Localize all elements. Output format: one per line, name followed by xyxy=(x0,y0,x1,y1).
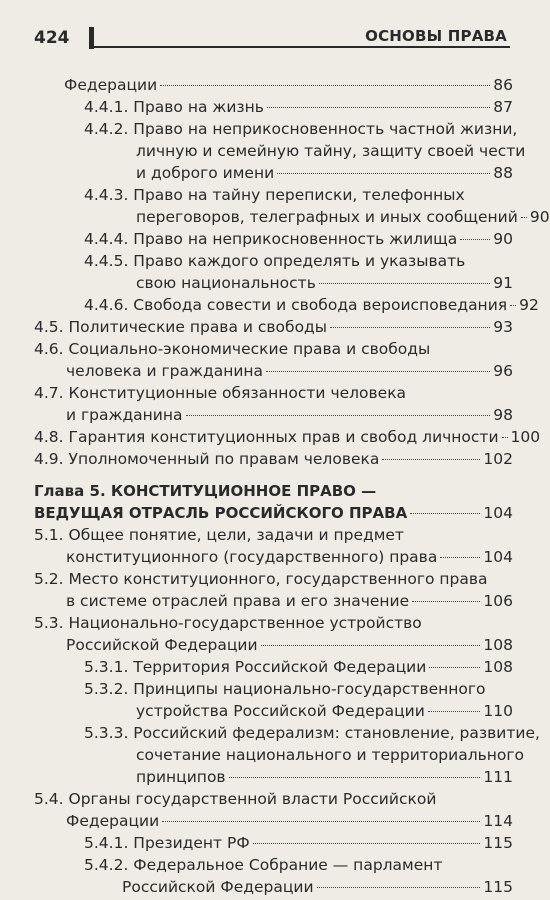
leader-dots xyxy=(330,327,490,328)
toc-entry-title: и гражданина xyxy=(66,406,183,424)
leader-dots xyxy=(160,85,490,86)
leader-dots xyxy=(186,415,491,416)
leader-dots xyxy=(429,667,480,668)
toc-page-number: 98 xyxy=(493,406,513,424)
toc-entry-line: личную и семейную тайну, защиту своей чести xyxy=(136,142,526,160)
toc-entry-title: 5.4.1. Президент РФ xyxy=(84,834,250,852)
leader-dots xyxy=(502,437,508,438)
toc-entry xyxy=(84,832,513,854)
leader-dots xyxy=(319,283,490,284)
toc-entry-title: 4.5. Политические права и свободы xyxy=(34,318,328,336)
toc-entry xyxy=(34,426,541,448)
toc-entry-line: 5.1. Общее понятие, цели, задачи и предмет xyxy=(34,526,404,544)
toc-page-number: 106 xyxy=(483,592,513,610)
toc-entry-line: Глава 5. КОНСТИТУЦИОННОЕ ПРАВО — xyxy=(34,482,377,500)
toc-page-number: 92 xyxy=(519,296,539,314)
toc-entry-line: 5.3. Национально-государственное устройство xyxy=(34,614,422,632)
toc-entry xyxy=(84,854,513,898)
leader-dots xyxy=(521,217,527,218)
header-rule xyxy=(94,46,510,48)
toc-entry-line: 5.3.2. Принципы национально-государственного xyxy=(84,680,486,698)
toc-entry-title: конституционного (государственного) права xyxy=(66,548,438,566)
toc-page-number: 93 xyxy=(493,318,513,336)
toc-entry xyxy=(34,568,513,612)
toc-entry-line: 4.7. Конституционные обязанности человека xyxy=(34,384,407,402)
toc-entry-title: 4.8. Гарантия конституционных прав и свобод личности xyxy=(34,428,499,446)
toc-entry xyxy=(64,74,513,96)
leader-dots xyxy=(162,821,480,822)
toc-page-number: 91 xyxy=(493,274,513,292)
toc-entry-title: переговоров, телеграфных и иных сообщений xyxy=(136,208,518,226)
leader-dots xyxy=(382,459,480,460)
toc-entry-line: 5.4. Органы государственной власти Российской xyxy=(34,790,437,808)
leader-dots xyxy=(428,711,481,712)
toc-entry-title: принципов xyxy=(136,768,226,786)
toc-entry-line: 4.4.5. Право каждого определять и указывать xyxy=(84,252,466,270)
toc-entry xyxy=(84,184,550,228)
toc-entry-title: Федерации xyxy=(64,76,158,94)
toc-entry-title: 4.4.1. Право на жизнь xyxy=(84,98,264,116)
toc-page-number: 104 xyxy=(483,504,513,522)
leader-dots xyxy=(277,173,490,174)
page-number: 424 xyxy=(34,28,70,48)
toc-page-number: 104 xyxy=(483,548,513,566)
toc-page-number: 115 xyxy=(483,834,513,852)
toc-page-number: 110 xyxy=(483,702,513,720)
toc-page-number: 102 xyxy=(483,450,513,468)
toc-entry-title: 4.4.6. Свобода совести и свобода вероисповедания xyxy=(84,296,508,314)
leader-dots xyxy=(229,777,481,778)
toc-page-number: 87 xyxy=(493,98,513,116)
toc-page-number: 114 xyxy=(483,812,513,830)
toc-entry-title: 4.9. Уполномоченный по правам человека xyxy=(34,450,380,468)
running-title: ОСНОВЫ ПРАВА xyxy=(365,27,507,45)
toc-entry xyxy=(34,382,513,426)
toc-entry xyxy=(34,316,513,338)
leader-dots xyxy=(510,305,516,306)
leader-dots xyxy=(267,107,490,108)
toc-entry-title: Федерации xyxy=(66,812,160,830)
toc-page-number: 90 xyxy=(529,208,550,226)
toc-entry xyxy=(84,118,526,184)
toc-entry xyxy=(34,448,513,470)
toc-entry-line: 4.6. Социально-экономические права и свободы xyxy=(34,340,431,358)
leader-dots xyxy=(253,843,481,844)
leader-dots xyxy=(317,887,481,888)
toc-entry xyxy=(84,250,513,294)
toc-page-number: 86 xyxy=(493,76,513,94)
leader-dots xyxy=(261,645,481,646)
toc-page-number: 111 xyxy=(483,768,513,786)
toc-entry-title: в системе отраслей права и его значение xyxy=(66,592,410,610)
toc-entry-line: 5.3.3. Российский федерализм: становление, развитие, xyxy=(84,724,540,742)
toc-page-number: 88 xyxy=(493,164,513,182)
toc-page-number: 90 xyxy=(493,230,513,248)
toc-entry-line: 5.2. Место конституционного, государственного права xyxy=(34,570,488,588)
toc-entry-line: 4.4.3. Право на тайну переписки, телефонных xyxy=(84,186,465,204)
toc-entry-title: и доброго имени xyxy=(136,164,275,182)
page-header xyxy=(0,0,547,60)
toc-entry-title: человека и гражданина xyxy=(66,362,264,380)
toc-entry-title: 4.4.4. Право на неприкосновенность жилища xyxy=(84,230,458,248)
toc-entry-title: Российской Федерации xyxy=(122,878,314,896)
toc-entry xyxy=(34,524,513,568)
toc-entry xyxy=(34,788,513,832)
toc-entry xyxy=(84,294,539,316)
leader-dots xyxy=(410,513,480,514)
toc-page-number: 96 xyxy=(493,362,513,380)
leader-dots xyxy=(412,601,480,602)
toc-page-number: 108 xyxy=(483,636,513,654)
toc-entry-line: 4.4.2. Право на неприкосновенность частной жизни, xyxy=(84,120,518,138)
toc-entry-title: свою национальность xyxy=(136,274,316,292)
leader-dots xyxy=(266,371,490,372)
toc-chapter-heading xyxy=(34,480,513,524)
toc-entry xyxy=(84,96,513,118)
toc-page-number: 100 xyxy=(510,428,541,446)
toc-entry-line: 5.4.2. Федеральное Собрание — парламент xyxy=(84,856,443,874)
toc-entry xyxy=(84,656,513,678)
toc-entry xyxy=(34,612,513,656)
toc-entry-title: ВЕДУЩАЯ ОТРАСЛЬ РОССИЙСКОГО ПРАВА xyxy=(34,504,408,522)
toc-entry xyxy=(84,722,540,788)
toc-entry-line: сочетание национального и территориального xyxy=(136,746,525,764)
toc-page-number: 108 xyxy=(483,658,513,676)
toc-entry xyxy=(84,678,513,722)
toc-entry-title: 5.3.1. Территория Российской Федерации xyxy=(84,658,427,676)
toc-entry xyxy=(84,228,513,250)
toc-entry-title: устройства Российской Федерации xyxy=(136,702,425,720)
leader-dots xyxy=(440,557,480,558)
toc-entry xyxy=(34,338,513,382)
toc-entry-title: Российской Федерации xyxy=(66,636,258,654)
leader-dots xyxy=(460,239,490,240)
toc-page-number: 115 xyxy=(483,878,513,896)
